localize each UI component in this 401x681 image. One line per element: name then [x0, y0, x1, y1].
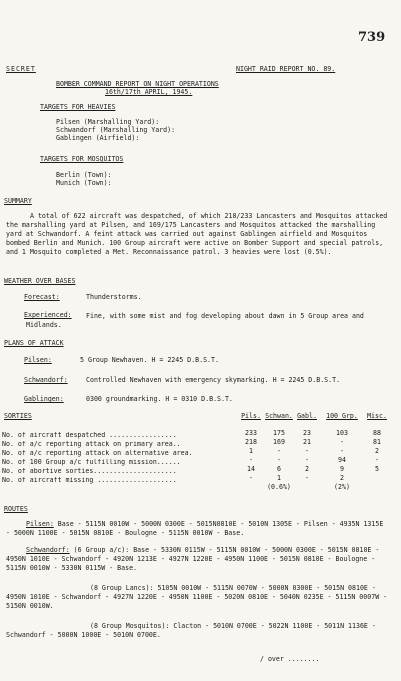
plan-schwandorf-text: Controlled Newhaven with emergency skymarking. H = 2245 D.B.S.T. — [86, 376, 341, 384]
col-header-misc: Misc. — [367, 412, 387, 420]
cell-pilsen: 218 — [245, 438, 257, 446]
cell-gablingen: - — [305, 447, 309, 455]
forecast-text: Thunderstorms. — [86, 293, 142, 301]
cell-100-group: 103 — [336, 429, 348, 437]
cell-gablingen: - — [305, 456, 309, 464]
mosquitos-target-1: Berlin (Town): — [56, 171, 112, 179]
route-schwandorf-8-group-mosquitos: (8 Group Mosquitos): Clacton - 5010N 0700E - 5022N 1100E - 5011N 1136E - Schwandorf - 5000N 1000E - 5010N 0700E. — [6, 622, 376, 639]
plans-heading: PLANS OF ATTACK — [4, 339, 64, 347]
route-pilsen — [6, 520, 390, 538]
cell-schwandorf: 6 — [277, 465, 281, 473]
cell-pilsen: 1 — [249, 447, 253, 455]
mosquitos-target-2: Munich (Town): — [56, 179, 112, 187]
route-schwandorf-6-group-text: (6 Group a/c): Base - 5330N 0115W - 5115N 0010W - 5000N 0300E - 5015N 0810E - 4950N 1010E - Schwandorf - 4920N 1213E - 4927N 1220E - 4950N 1100E - 5015N 0810E - Boulogne - 5115N 0010W - 5330N 0115W - Base. — [6, 546, 380, 572]
route-schwandorf-6-group — [6, 546, 390, 573]
col-header-gablingen: Gabl. — [297, 412, 317, 420]
cell-pilsen: 233 — [245, 429, 257, 437]
cell-schwandorf: - — [277, 447, 281, 455]
page-number: 739 — [358, 30, 386, 45]
route-schwandorf-8-group-lancs: (8 Group Lancs): 5105N 0010W - 5115N 0070W - 5000N 0300E - 5015N 0810E - 4950N 1010E - Schwandorf - 4927N 1220E - 4950N 1100E - 5020N 0810E - 5040N 0235E - 5115N 0007W - 5150N 0010W. — [6, 584, 388, 610]
sorties-heading: SORTIES — [4, 412, 32, 420]
plan-gablingen-label: Gablingen: — [24, 395, 64, 403]
row-label: No. of a/c reporting attack on primary area.. — [2, 441, 181, 448]
missing-percent-schwandorf: (0.6%) — [267, 483, 291, 491]
cell-pilsen: - — [249, 456, 253, 464]
row-label: No. of abortive sorties..................... — [2, 468, 177, 475]
report-title: BOMBER COMMAND REPORT ON NIGHT OPERATIONS — [56, 80, 219, 88]
missing-percent-100-group: (2%) — [334, 483, 350, 491]
row-label: No. of aircraft despatched ................. — [2, 432, 177, 439]
col-header-100-group: 100 Grp. — [326, 412, 358, 420]
plan-pilsen-label: Pilsen: — [24, 356, 52, 364]
col-header-pilsen: Pils. — [241, 412, 261, 420]
cell-100-group: 94 — [338, 456, 346, 464]
row-label: No. of 100 Group a/c fulfilling mission...... — [2, 459, 181, 466]
row-label: No. of a/c reporting attack on alternative area. — [2, 450, 193, 457]
experienced-label: Experienced: — [24, 311, 72, 319]
cell-100-group: 2 — [340, 474, 344, 482]
mosquitos-heading: TARGETS FOR MOSQUITOS — [40, 155, 124, 163]
row-label: No. of aircraft missing .................... — [2, 477, 177, 484]
cell-misc: - — [375, 456, 379, 464]
plan-schwandorf-label: Schwandorf: — [24, 376, 68, 384]
plan-pilsen-text: 5 Group Newhaven. H = 2245 D.B.S.T. — [80, 356, 219, 364]
cell-schwandorf: 169 — [273, 438, 285, 446]
cell-misc: 2 — [375, 447, 379, 455]
heavies-heading: TARGETS FOR HEAVIES — [40, 103, 116, 111]
page-footer: / over ........ — [260, 655, 320, 663]
experienced-text: Fine, with some mist and fog developing about dawn in 5 Group area and Midlands. — [26, 312, 364, 329]
summary-text: A total of 622 aircraft was despatched, of which 218/233 Lancasters and Mosquitos attacked the marshalling yard at Pilsen, and 169/175 Lancasters and Mosquitos attacked the marshalling yard at Schwandorf. A feint attack was carried out against Gablingen airfield and Mosquitos bombed Berlin and Munich. 100 Group aircraft were active on Bomber Support and special patrols, and 1 Mosquito completed a Met. Reconnaissance patrol. 3 heavies were lost (0.5%). — [6, 212, 388, 256]
report-date: 16th/17th APRIL, 1945. — [105, 88, 193, 96]
forecast-label: Forecast: — [24, 293, 60, 301]
route-pilsen-label: Pilsen: — [26, 520, 54, 528]
classification: SECRET — [6, 65, 36, 73]
cell-misc: 81 — [373, 438, 381, 446]
cell-misc: 88 — [373, 429, 381, 437]
cell-schwandorf: 175 — [273, 429, 285, 437]
routes-heading: ROUTES — [4, 505, 28, 513]
cell-misc: 5 — [375, 465, 379, 473]
route-pilsen-text: Base - 5115N 0010W - 5000N 0300E - 5015N0810E - 5010N 1305E - Pilsen - 4935N 1315E - 5000N 1100E - 5015N 0810E - Boulogne - 5115N 0010W - Base. — [6, 520, 384, 537]
cell-gablingen: 2 — [305, 465, 309, 473]
heavies-target-1: Pilsen (Marshalling Yard): — [56, 118, 160, 126]
summary-heading: SUMMARY — [4, 197, 32, 205]
weather-heading: WEATHER OVER BASES — [4, 277, 76, 285]
plan-gablingen-text: 0300 groundmarking. H = 0310 D.B.S.T. — [86, 395, 233, 403]
col-header-schwandorf: Schwan. — [265, 412, 293, 420]
route-schwandorf-label: Schwandorf: — [26, 546, 70, 554]
cell-gablingen: 21 — [303, 438, 311, 446]
cell-schwandorf: 1 — [277, 474, 281, 482]
cell-100-group: - — [340, 438, 344, 446]
cell-100-group: - — [340, 447, 344, 455]
cell-100-group: 9 — [340, 465, 344, 473]
heavies-target-3: Gablingen (Airfield): — [56, 134, 140, 142]
cell-pilsen: - — [249, 474, 253, 482]
heavies-target-2: Schwandorf (Marshalling Yard): — [56, 126, 176, 134]
report-number: NIGHT RAID REPORT NO. 89. — [236, 65, 336, 73]
cell-pilsen: 14 — [247, 465, 255, 473]
cell-schwandorf: - — [277, 456, 281, 464]
cell-gablingen: - — [305, 474, 309, 482]
cell-gablingen: 23 — [303, 429, 311, 437]
